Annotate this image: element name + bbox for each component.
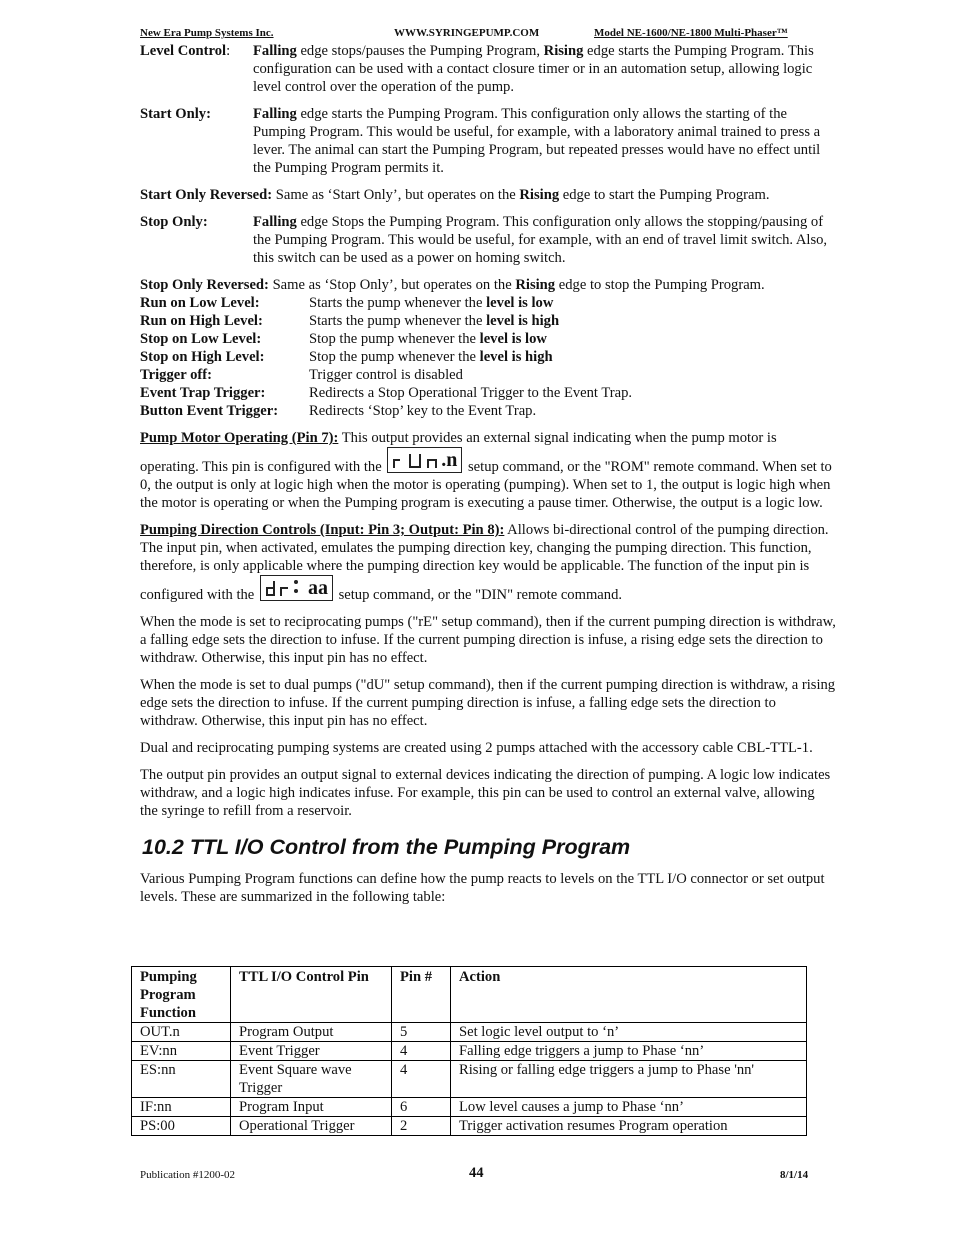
mode-text: Redirects ‘Stop’ key to the Event Trap. [309,403,537,419]
direction-controls-paragraph [140,521,836,604]
mode-bold-text: level is high [486,313,560,329]
table-row [132,1098,807,1117]
stop-only-reversed-label: Stop Only Reversed: [140,277,269,293]
mode-label: Run on Low Level: [140,295,260,311]
list-item [140,312,836,330]
start-only-reversed-paragraph [140,186,836,204]
table-cell: Event Square wave Trigger [231,1061,392,1098]
document-body [140,42,836,915]
start-only-text: edge starts the Pumping Program. This configuration only allows the starting of the Pumping Program. This would be useful, for example, with a laboratory animal trained to press a lever. The animal can start the Pumping Program, but repeated presses would have no effect until the Pumping Program permits it. [253,106,821,176]
start-only-reversed-text-2: edge to start the Pumping Program. [559,187,770,203]
falling-term: Falling [253,43,297,59]
table-cell: OUT.n [132,1023,231,1042]
table-cell: Low level causes a jump to Phase ‘nn’ [451,1098,807,1117]
footer-page-number: 44 [469,1165,484,1181]
footer-publication: Publication #1200-02 [140,1169,236,1181]
ttl-control-table [131,966,807,1136]
level-control-paragraph [140,42,836,96]
stop-only-paragraph [140,213,836,267]
mode-text: Redirects a Stop Operational Trigger to the Event Trap. [309,385,633,401]
level-control-text-2: edge starts the Pumping Program. This configuration can be used with a contact closure timer or in an automation setup, allowing logic level control over the operation of the pump. [253,43,814,95]
list-item [140,366,836,384]
stop-only-reversed-text-2: edge to stop the Pumping Program. [555,277,765,293]
footer-date: 8/1/14 [780,1169,809,1181]
trigger-mode-list [140,294,836,420]
start-only-reversed-label: Start Only Reversed: [140,187,273,203]
table-cell: 2 [392,1117,451,1136]
mode-bold-text: level is low [486,295,554,311]
table-cell: PS:00 [132,1117,231,1136]
start-only-reversed-text: Same as ‘Start Only’, but operates on the [272,187,520,203]
mode-bold-text: level is low [479,331,547,347]
cable-paragraph: Dual and reciprocating pumping systems are created using 2 pumps attached with the accessory cable CBL-TTL-1. [140,740,813,756]
mode-label: Button Event Trigger: [140,403,279,419]
table-cell: Event Trigger [231,1042,392,1061]
start-only-paragraph [140,105,836,177]
table-cell: Program Input [231,1098,392,1117]
motor-operating-text: This output provides an external signal indicating when the pump motor is operating. This pin is configured with the [140,430,777,475]
reciprocating-paragraph: When the mode is set to reciprocating pumps ("rE" setup command), then if the current pumping direction is withdraw, a falling edge sets the direction to infuse. If the current pumping direction is infuse, a rising edge sets the direction to withdraw. Otherwise, this input pin has no effect. [140,614,836,666]
mode-text: Stop the pump whenever the [309,331,480,347]
table-cell: Falling edge triggers a jump to Phase ‘nn’ [451,1042,807,1061]
mode-text: Stop the pump whenever the [309,349,480,365]
mode-label: Event Trap Trigger: [140,385,266,401]
header-company: New Era Pump Systems Inc. [140,27,274,39]
column-header: TTL I/O Control Pin [231,967,392,1023]
level-control-label: Level Control [140,43,227,59]
column-header: Pumping Program Function [132,967,231,1023]
table-cell: EV:nn [132,1042,231,1061]
table-row [132,1023,807,1042]
rising-term: Rising [543,43,584,59]
stop-only-text: edge Stops the Pumping Program. This configuration only allows the stopping/pausing of the Pumping Program. This would be useful, for example, with an end of travel limit switch. Also, this switch can be used as a power on homing switch. [253,214,828,266]
falling-term: Falling [253,106,297,122]
table-cell: 4 [392,1061,451,1098]
stop-only-reversed-text: Same as ‘Stop Only’, but operates on the [268,277,516,293]
section-intro: Various Pumping Program functions can define how the pump reacts to levels on the TTL I/O connector or set output levels. These are summarized in the following table: [140,871,825,905]
header-model: Model NE-1600/NE-1800 Multi-Phaser™ [594,27,788,39]
list-item [140,402,836,420]
rom-lcd-icon [387,447,462,473]
table-cell: Set logic level output to ‘n’ [451,1023,807,1042]
direction-controls-text-2: setup command, or the "DIN" remote command. [334,587,623,603]
direction-controls-text: Allows bi-directional control of the pumping direction. The input pin, when activated, emulates the pumping direction key, changing the pumping direction. This function, therefore, is only applicable where the pumping direction key would be applicable. The function of the input pin is configured with the [140,522,829,603]
column-header: Action [451,967,807,1023]
falling-term: Falling [253,214,297,230]
din-lcd-text: aa [307,577,328,599]
table-row [132,1117,807,1136]
table-cell: Program Output [231,1023,392,1042]
mode-text: Starts the pump whenever the [309,313,487,329]
stop-only-reversed-paragraph [140,276,836,294]
stop-only-label: Stop Only: [140,214,208,230]
motor-operating-paragraph [140,429,836,512]
start-only-label: Start Only: [140,106,211,122]
table-row [132,1061,807,1098]
dual-pumps-paragraph: When the mode is set to dual pumps ("dU" setup command), then if the current pumping direction is withdraw, a rising edge sets the direction to infuse. If the current pumping direction is infuse, a falling edge sets the direction to withdraw. Otherwise, this input pin has no effect. [140,677,836,729]
rising-term: Rising [519,187,560,203]
level-control-colon: : [226,43,231,59]
table-row [132,1042,807,1061]
rising-term: Rising [515,277,556,293]
rom-lcd-text: .n [441,449,458,471]
list-item [140,348,836,366]
table-cell: 6 [392,1098,451,1117]
din-lcd-icon [260,575,333,601]
table-cell: Operational Trigger [231,1117,392,1136]
table-cell: 5 [392,1023,451,1042]
mode-label: Run on High Level: [140,313,263,329]
mode-label: Trigger off: [140,367,212,383]
mode-text: Trigger control is disabled [309,367,463,383]
list-item [140,384,836,402]
column-header: Pin # [392,967,451,1023]
mode-text: Starts the pump whenever the [309,295,487,311]
list-item [140,294,836,312]
motor-operating-heading: Pump Motor Operating (Pin 7): [140,430,339,446]
table-cell: Trigger activation resumes Program operation [451,1117,807,1136]
table-header-row [132,967,807,1023]
table-cell: IF:nn [132,1098,231,1117]
table-cell: Rising or falling edge triggers a jump to Phase 'nn' [451,1061,807,1098]
section-heading: 10.2 TTL I/O Control from the Pumping Program [142,835,631,859]
list-item [140,330,836,348]
motor-operating-text-2: setup command, or the "ROM" remote command. When set to 0, the output is only at logic high when the motor is operating (pumping). When set to 1, the output is logic high when the motor is operating or when the Pumping program is executing a pause timer. Otherwise, the output is a logic low. [140,459,832,511]
output-pin-paragraph: The output pin provides an output signal to external devices indicating the direction of pumping. A logic low indicates withdraw, and a logic high indicates infuse. For example, this pin can be used to control an external valve, allowing the syringe to refill from a reservoir. [140,767,831,819]
mode-label: Stop on Low Level: [140,331,262,347]
mode-bold-text: level is high [479,349,553,365]
direction-controls-heading: Pumping Direction Controls (Input: Pin 3; Output: Pin 8): [140,522,505,538]
header-website: WWW.SYRINGEPUMP.COM [394,27,540,39]
level-control-text: edge stops/pauses the Pumping Program, [296,43,544,59]
mode-label: Stop on High Level: [140,349,265,365]
table-cell: 4 [392,1042,451,1061]
table-cell: ES:nn [132,1061,231,1098]
